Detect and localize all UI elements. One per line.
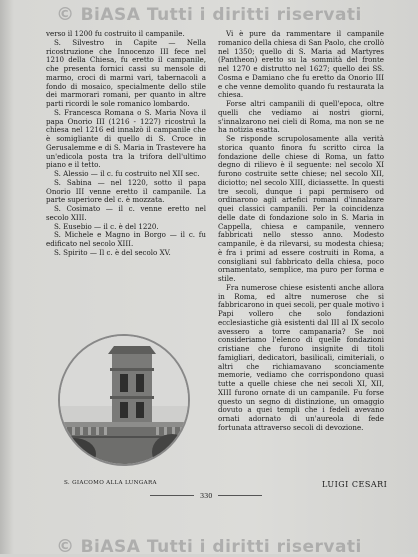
- paragraph: S. Eusebio — il c. è del 1220.: [54, 221, 159, 231]
- right-column: [218, 30, 384, 433]
- paragraph: S. Michele e Magno in Borgo — il c. fu edificato nel secolo XIII.: [46, 230, 206, 248]
- watermark-top: [0, 4, 418, 25]
- left-column: [46, 30, 206, 258]
- paragraph: S. Silvestro in Capite — Nella ricostruzione che Innocenzo III fece nel 1210 della Chiesa, fu eretto il campanile, che presenta fornici cassi su mensole di marmo, croci di marmi vari, tabernacoli a fondo di mosaico, specialmente dello stile dei marmorari romani, per quanto in altre parti ricordi le sole romanico lombardo.: [46, 37, 206, 108]
- paragraph: Fra numerose chiese esistenti anche allora in Roma, ed altre numerose che si fabbricarono in quei secoli, per quale motivo i Papi vollero che solo fondazioni ecclesiastiche già esistenti dal III al IX secolo avessero a torre campanaria? Se noi consideriamo l'elenco di quelle fondazioni cristiane che furono insignite di titoli famigliari, dedicatori, basilicali, cimiteriali, o altri che richiamavano sconciamente memorie, vediamo che corrispondono quasi tutte a quelle chiese che nei secoli XI, XII, XIII furono ornate di un campanile. Fu forse questo un segno di distinzione, un omaggio dovuto a quei templi che i fedeli avevano ornati adornato di un'aureola di fede fortunata attraverso secoli di devozione.: [218, 282, 384, 432]
- bell-tower-photo: [58, 334, 190, 466]
- paragraph: S. Spirito — Il c. è del secolo XV.: [54, 247, 171, 257]
- copyright-icon: ©: [56, 536, 75, 557]
- paragraph: Forse altri campanili di quell'epoca, oltre quelli che vediamo ai nostri giorni, s'innalzarono nei cieli di Roma, ma non se ne ha notizia esatta.: [218, 99, 384, 135]
- watermark-text: BiASA Tutti i diritti riservati: [80, 5, 362, 25]
- copyright-icon: ©: [56, 4, 75, 25]
- divider-left: [150, 495, 194, 496]
- paragraph: S. Sabina — nel 1220, sotto il papa Onorio III venne eretto il campanile. La parte superiore del c. è mozzata.: [46, 177, 206, 205]
- paragraph: Vi è pure da rammentare il campanile romanico della chiesa di San Paolo, che crollò nel 1350; quello di S. Maria ad Martyres (Pantheon) eretto su la sommità del fronte nel 1270 e distrutto nel 1627; quello dei SS. Cosma e Damiano che fu eretto da Onorio III e che venne demolito quando fu restaurata la chiesa.: [218, 29, 384, 100]
- paragraph: S. Alessio — il c. fu costruito nel XII sec.: [54, 169, 200, 178]
- photo-caption: S. GIACOMO ALLA LUNGARA: [64, 480, 157, 486]
- paragraph: S. Cosimato — il c. venne eretto nel secolo XIII.: [46, 204, 206, 222]
- paragraph: verso il 1200 fu costruito il campanile.: [46, 29, 185, 38]
- paragraph: S. Francesca Romana o S. Maria Nova il papa Onorio III (1216 - 1227) ricostruì la chiesa nel 1216 ed innalzò il campanile che è somigliante di quello di S. Croce in Gerusalemme e di S. Maria in Trastevere ha un'edicola posta tra la trifora dell'ultimo piano e il tetto.: [46, 107, 206, 170]
- page-number: 330: [200, 492, 213, 500]
- watermark-text: BiASA Tutti i diritti riservati: [80, 537, 362, 557]
- author-signature: LUIGI CESARI: [322, 480, 388, 489]
- divider-right: [218, 495, 262, 496]
- paragraph: Se risponde scrupolosamente alla verità storica quanto finora fu scritto circa la fondazione delle chiese di Roma, un fatto degno di rilievo è il seguente: nel secolo XI furono costruite sette chiese; nel secolo XII, diciotto; nel secolo XIII, diciassette. In questi tre secoli, dunque i papi permisero od ordinarono agli artefici romani d'innalzare quei classici campanili. Per la coincidenza delle date di fondazione solo in S. Maria in Cappella, chiesa e campanile, vennero fabbricati nello stesso anno. Modesto campanile, è da rilevarsi, su modesta chiesa; è fra i primi ad essere costruiti in Roma, a consigliani sul fabbricato della chiesa, poco ornamentato, semplice, ma puro per forma e stile.: [218, 134, 384, 283]
- bell-tower-photo-image: [60, 336, 188, 464]
